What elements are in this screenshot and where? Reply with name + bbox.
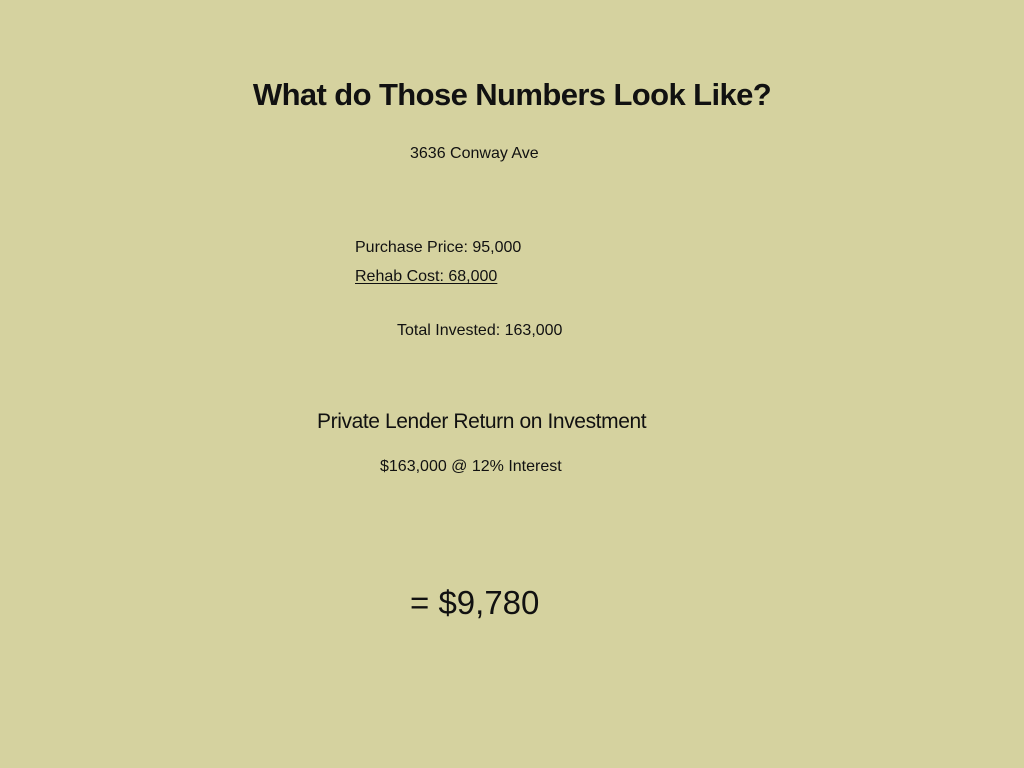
- property-address: 3636 Conway Ave: [410, 145, 539, 162]
- total-invested-line: Total Invested: 163,000: [397, 322, 563, 339]
- slide-title: What do Those Numbers Look Like?: [252, 76, 772, 112]
- purchase-price-line: Purchase Price: 95,000: [355, 239, 522, 256]
- interest-calculation: $163,000 @ 12% Interest: [380, 458, 562, 475]
- rehab-cost-line: Rehab Cost: 68,000: [355, 268, 498, 285]
- return-result: = $9,780: [410, 584, 540, 621]
- private-lender-return-heading: Private Lender Return on Investment: [317, 410, 647, 433]
